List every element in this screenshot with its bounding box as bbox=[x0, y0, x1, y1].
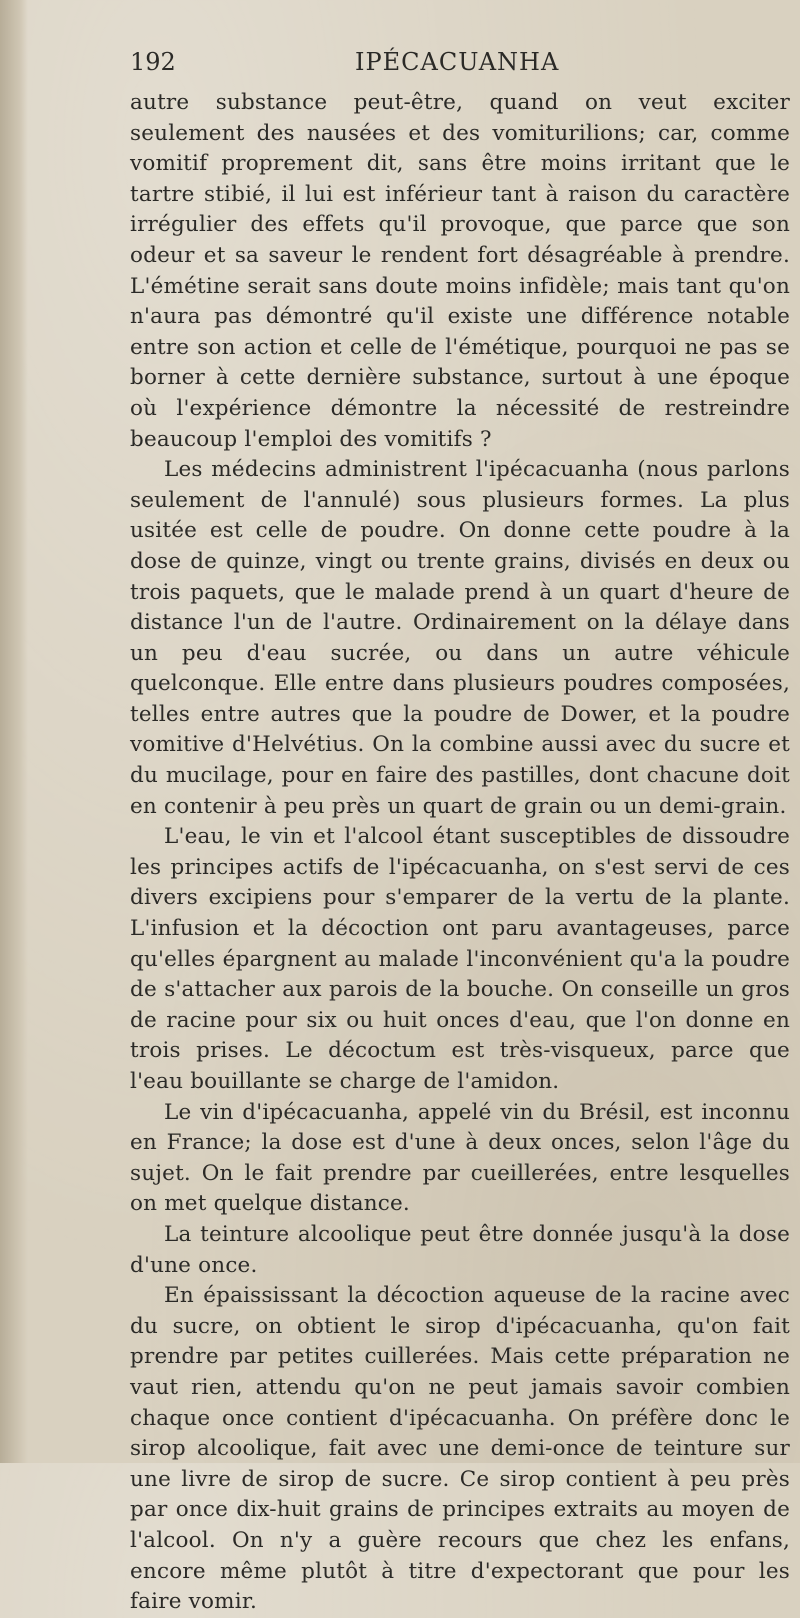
paragraph-tincture: La teinture alcoolique peut être donnée jusqu'à la dose d'une once. bbox=[130, 1221, 790, 1278]
page-header bbox=[130, 48, 790, 88]
paragraph-continued: autre substance peut-être, quand on veut exciter seulement des nausées et des vomiturilions; car, comme vomitif proprement dit, sans être moins irritant que le tartre stibié, il lui est inférieur tant à raison du caractère irrégulier des effets qu'il provoque, que parce que son odeur et sa saveur le rendent fort désagréable à prendre. L'émétine serait sans doute moins infidèle; mais tant qu'on n'aura pas démontré qu'il existe une différence notable entre son action et celle de l'émétique, pourquoi ne pas se borner à cette dernière substance, surtout à une époque où l'expérience démontre la nécessité de restreindre beaucoup l'emploi des vomitifs ? bbox=[130, 90, 790, 452]
paragraph-forms: Les médecins administrent l'ipécacuanha (nous parlons seulement de l'annulé) sous plusieurs formes. La plus usitée est celle de poudre. On donne cette poudre à la dose de quinze, vingt ou trente grains, divisés en deux ou trois paquets, que le malade prend à un quart d'heure de distance l'un de l'autre. Ordinairement on la délaye dans un peu d'eau sucrée, ou dans un autre véhicule quelconque. Elle entre dans plusieurs poudres composées, telles entre autres que la poudre de Dower, et la poudre vomitive d'Helvétius. On la combine aussi avec du sucre et du mucilage, pour en faire des pastilles, dont chacune doit en contenir à peu près un quart de grain ou un demi-grain. bbox=[130, 457, 790, 819]
running-title: IPÉCACUANHA bbox=[355, 48, 560, 76]
book-page bbox=[130, 48, 790, 1618]
book-spine-edge bbox=[0, 0, 28, 1463]
paragraph-syrup: En épaississant la décoction aqueuse de la racine avec du sucre, on obtient le sirop d'ipécacuanha, qu'on fait prendre par petites cuillerées. Mais cette préparation ne vaut rien, attendu qu'on ne peut jamais savoir combien chaque once contient d'ipécacuanha. On préfère donc le sirop alcoolique, fait avec une demi-once de teinture sur une livre de sirop de sucre. Ce sirop contient à peu près par once dix-huit grains de principes extraits au moyen de l'alcool. On n'y a guère recours que chez les enfans, encore même plutôt à titre d'expectorant que pour les faire vomir. bbox=[130, 1283, 790, 1615]
page-number: 192 bbox=[130, 48, 176, 76]
page-body bbox=[130, 88, 790, 1618]
paragraph-excipients: L'eau, le vin et l'alcool étant susceptibles de dissoudre les principes actifs de l'ipécacuanha, on s'est servi de ces divers excipiens pour s'emparer de la vertu de la plante. L'infusion et la décoction ont paru avantageuses, parce qu'elles épargnent au malade l'inconvénient qu'a la poudre de s'attacher aux parois de la bouche. On conseille un gros de racine pour six ou huit onces d'eau, que l'on donne en trois prises. Le décoctum est très-visqueux, parce que l'eau bouillante se charge de l'amidon. bbox=[130, 824, 790, 1094]
paragraph-wine: Le vin d'ipécacuanha, appelé vin du Brésil, est inconnu en France; la dose est d'une à deux onces, selon l'âge du sujet. On le fait prendre par cueillerées, entre lesquelles on met quelque distance. bbox=[130, 1099, 790, 1217]
